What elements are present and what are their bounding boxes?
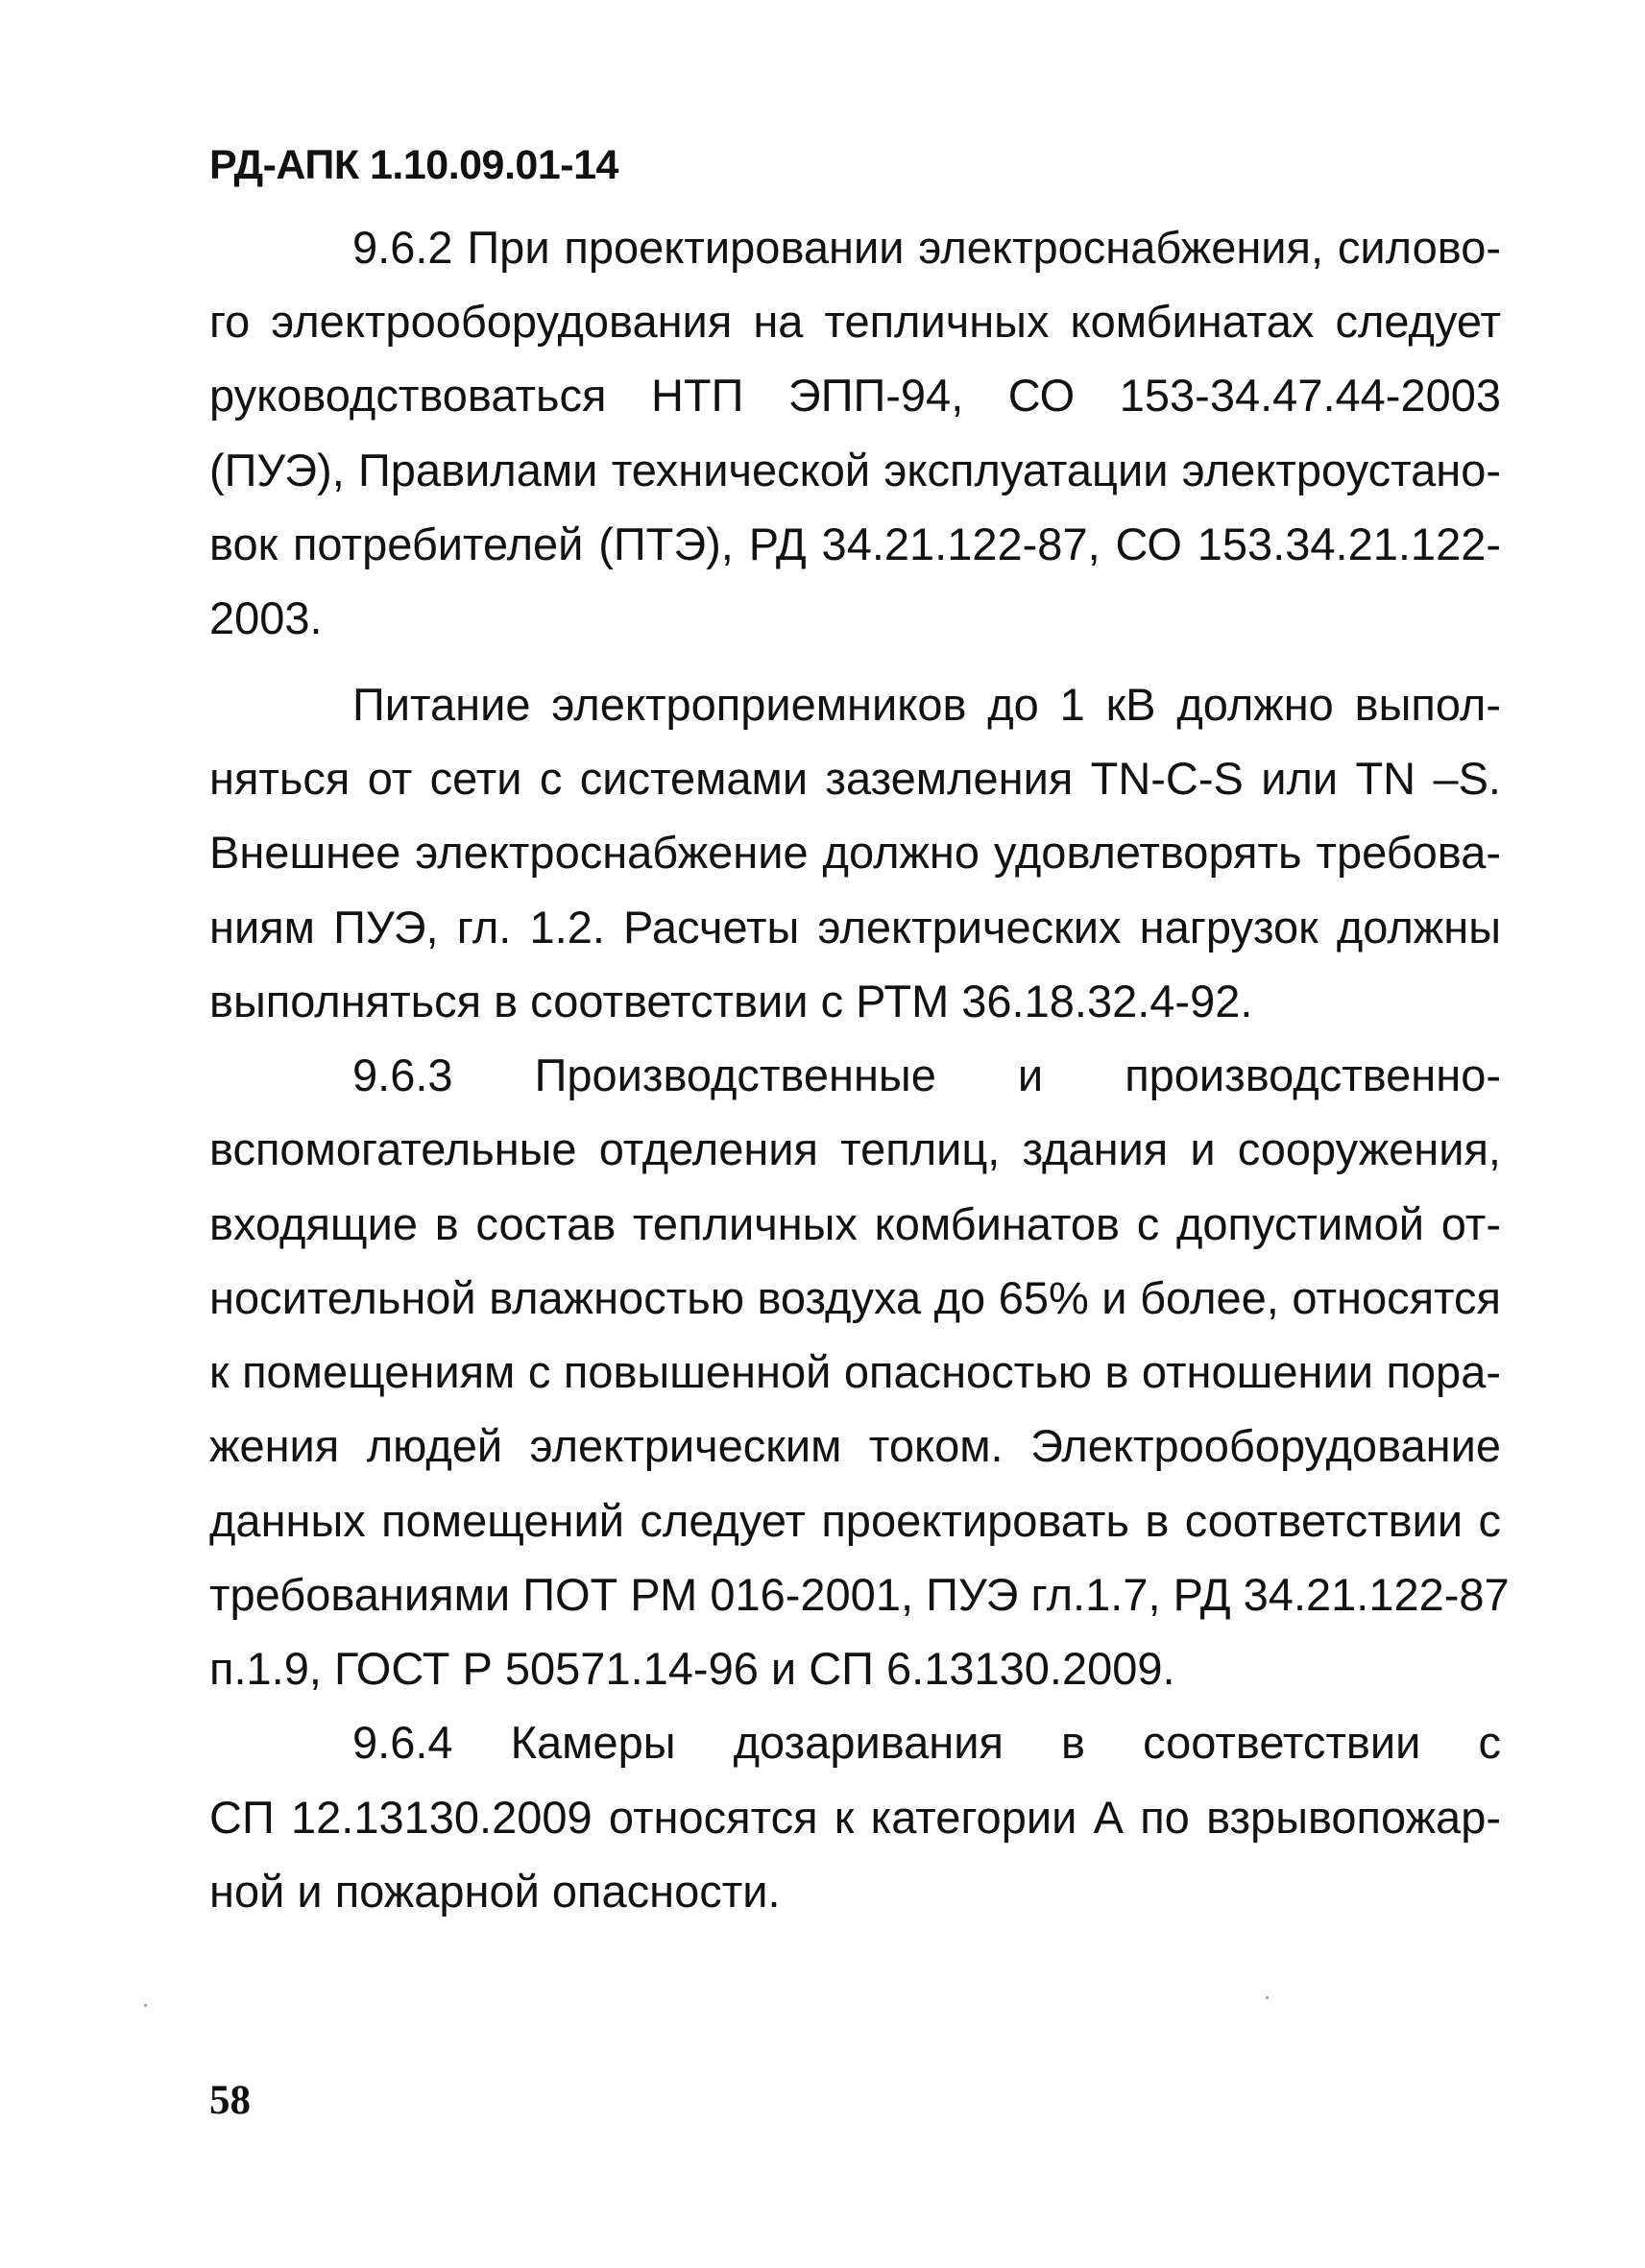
text-line: вспомогательные отделения теплиц, здания и сооружения, [209,1123,1501,1174]
text-line: руководствоваться НТП ЭПП-94, СО 153-34.47.44-2003 [209,370,1501,421]
scan-speck [144,2004,147,2007]
text-line: к помещениям с повышенной опасностью в отношении пора- [209,1346,1501,1397]
text-line: вок потребителей (ПТЭ), РД 34.21.122-87, СО 153.34.21.122- [209,519,1501,569]
text-line: 9.6.2 При проектировании электроснабжения, силово- [352,222,1501,273]
text-line: (ПУЭ), Правилами технической эксплуатации электроустано- [209,445,1501,495]
text-line: СП 12.13130.2009 относятся к категории А по взрывопожар- [209,1792,1501,1843]
text-line: няться от сети с системами заземления TN-C-S или TN –S. [209,753,1501,804]
text-line: го электрооборудования на тепличных комбинатах следует [209,296,1501,347]
text-line: данных помещений следует проектировать в соответствии с [209,1495,1501,1546]
text-line: носительной влажностью воздуха до 65% и более, относятся [209,1272,1501,1323]
document-header: РД-АПК 1.10.09.01-14 [209,142,618,188]
text-line: ниям ПУЭ, гл. 1.2. Расчеты электрических нагрузок должны [209,902,1501,953]
text-line: входящие в состав тепличных комбинатов с допустимой от- [209,1198,1501,1249]
page-number: 58 [209,2078,251,2123]
text-line: требованиями ПОТ РМ 016-2001, ПУЭ гл.1.7, РД 34.21.122-87 [209,1569,1510,1620]
text-line: 2003. [209,592,323,643]
text-line: 9.6.3 Производственные и производственно- [352,1050,1501,1100]
text-line: Внешнее электроснабжение должно удовлетворять требова- [209,827,1501,878]
text-line: 9.6.4 Камеры дозаривания в соответствии с [352,1717,1501,1768]
scan-speck [1266,1996,1269,1999]
text-line: п.1.9, ГОСТ Р 50571.14-96 и СП 6.13130.2009. [209,1643,1175,1694]
text-line: выполняться в соответствии с РТМ 36.18.32.4-92. [209,976,1253,1026]
text-line: жения людей электрическим током. Электрооборудование [209,1420,1501,1471]
text-line: ной и пожарной опасности. [209,1866,781,1917]
text-line: Питание электроприемников до 1 кВ должно выпол- [352,679,1501,730]
